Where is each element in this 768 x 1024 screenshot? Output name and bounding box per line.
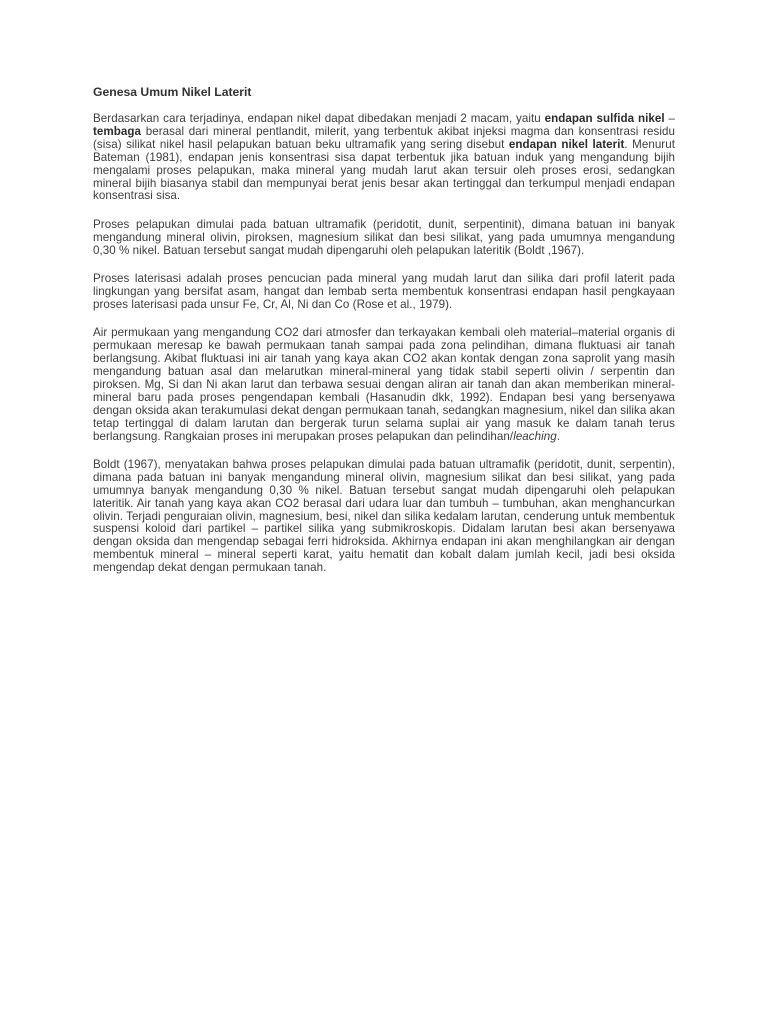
term-tembaga: tembaga — [93, 124, 142, 138]
document-title: Genesa Umum Nikel Laterit — [93, 85, 252, 99]
paragraph-1-dash: – — [664, 112, 675, 125]
paragraph-1-text-b: berasal dari mineral pentlandit, milerit, yang terbentuk akibat injeksi magma dan konsentrasi residu (sisa) silikat nikel hasil pelapukan batuan beku ultramafik yang sering disebut — [93, 124, 675, 151]
paragraph-4-end: . — [556, 429, 561, 443]
paragraph-3: Proses laterisasi adalah proses pencucian pada mineral yang mudah larut dan silika dari profil laterit pada lingkungan yang bersifat asam, hangat dan lembab serta membentuk konsentrasi endapan hasil pengkayaan proses laterisasi pada unsur Fe, Cr, Al, Ni dan Co (Rose et al., 1979). — [93, 272, 675, 311]
paragraph-1-text-c: . Menurut Bateman (1981), endapan jenis konsentrasi sisa dapat terbentuk jika batuan induk yang mengandung bijih mengalami proses pelapukan, maka mineral yang mudah larut akan tersuir oleh proses erosi, sedangkan mineral bijih biasanya stabil dan mempunyai berat jenis besar akan tertinggal dan terkumpul menjadi endapan konsentrasi sisa. — [93, 137, 675, 203]
paragraph-4-text: Air permukaan yang mengandung CO2 dari atmosfer dan terkayakan kembali oleh material–material organis di permukaan meresap ke bawah permukaan tanah sampai pada zona pelindihan, dimana fluktuasi air tanah berlangsung. Akibat fluktuasi ini air tanah yang kaya akan CO2 akan kontak dengan zona saprolit yang masih mengandung batuan asal dan melarutkan mineral-mineral yang tidak stabil seperti olivin / serpentin dan piroksen. Mg, Si dan Ni akan larut dan terbawa sesuai dengan aliran air tanah dan akan memberikan mineral-mineral baru pada proses pengendapan kembali (Hasanudin dkk, 1992). Endapan besi yang bersenyawa dengan oksida akan terakumulasi dekat dengan permukaan tanah, sedangkan magnesium, nikel dan silika akan tetap tertinggal di dalam larutan dan bergerak turun selama suplai air yang masuk ke dalam tanah terus berlangsung. Rangkaian proses ini merupakan proses pelapukan dan pelindihan/ — [93, 326, 675, 443]
term-endapan-nikel-laterit: endapan nikel laterit — [508, 137, 625, 151]
paragraph-1 — [93, 113, 675, 203]
document-page — [93, 84, 675, 591]
term-endapan-sulfida-nikel: endapan sulfida nikel — [544, 112, 665, 125]
term-leaching: leaching — [513, 429, 557, 443]
paragraph-4 — [93, 327, 675, 443]
paragraph-5: Boldt (1967), menyatakan bahwa proses pelapukan dimulai pada batuan ultramafik (peridotit, dunit, serpentin), dimana pada batuan ini banyak mengandung mineral olivin, magnesium silikat dan besi silikat, yang pada umumnya banyak mengandung 0,30 % nikel. Batuan tersebut sangat mudah dipengaruhi oleh pelapukan lateritik. Air tanah yang kaya akan CO2 berasal dari udara luar dan tumbuh – tumbuhan, akan menghancurkan olivin. Terjadi penguraian olivin, magnesium, besi, nikel dan silika kedalam larutan, cenderung untuk membentuk suspensi koloid dari partikel – partikel silika yang submikroskopis. Didalam larutan besi akan bersenyawa dengan oksida dan mengendap sebagai ferri hidroksida. Akhirnya endapan ini akan menghilangkan air dengan membentuk mineral – mineral seperti karat, yaitu hematit dan kobalt dalam jumlah kecil, jadi besi oksida mengendap dekat dengan permukaan tanah. — [93, 457, 675, 575]
paragraph-2: Proses pelapukan dimulai pada batuan ultramafik (peridotit, dunit, serpentinit), dimana batuan ini banyak mengandung mineral olivin, piroksen, magnesium silikat dan besi silikat, yang pada umumnya mengandung 0,30 % nikel. Batuan tersebut sangat mudah dipengaruhi oleh pelapukan lateritik (Boldt ,1967). — [93, 217, 675, 257]
paragraph-1-text-a: Berdasarkan cara terjadinya, endapan nikel dapat dibedakan menjadi 2 macam, yaitu — [93, 112, 545, 125]
